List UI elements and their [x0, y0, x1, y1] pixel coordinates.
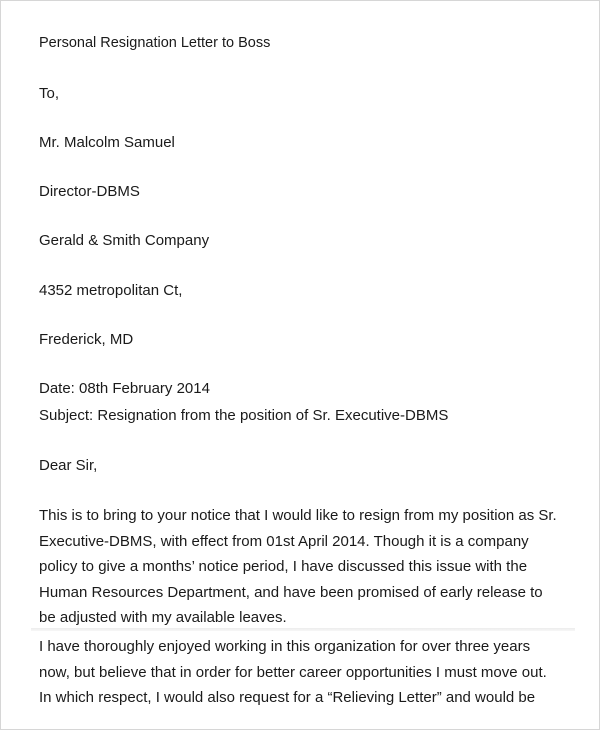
paragraph-1-line: This is to bring to your notice that I would like to resign from my position as Sr.: [39, 507, 557, 524]
recipient-designation: Director-DBMS: [39, 183, 140, 200]
paragraph-1-line: policy to give a months’ notice period, I have discussed this issue with the: [39, 558, 528, 575]
letter-date: Date: 08th February 2014: [39, 380, 210, 397]
salutation-to: To,: [39, 85, 60, 102]
paragraph-2-line: now, but believe that in order for better career opportunities I must move out.: [39, 663, 547, 681]
paragraph-1: [39, 503, 579, 631]
paragraph-2-line: In which respect, I would also request for a “Relieving Letter” and would be: [39, 689, 536, 706]
page-break-divider: [31, 628, 575, 631]
paragraph-1-line: be adjusted with my available leaves.: [39, 609, 287, 626]
recipient-name: Mr. Malcolm Samuel: [39, 134, 175, 151]
paragraph-1-line: Executive-DBMS, with effect from 01st April 2014. Though it is a company: [39, 532, 529, 550]
paragraph-2: [39, 634, 579, 711]
letter-title: Personal Resignation Letter to Boss: [39, 35, 271, 51]
letter-subject: Subject: Resignation from the position of Sr. Executive-DBMS: [39, 407, 449, 424]
recipient-company: Gerald & Smith Company: [39, 232, 210, 249]
letter-greeting: Dear Sir,: [39, 457, 98, 474]
recipient-city: Frederick, MD: [39, 331, 134, 348]
paragraph-1-line: Human Resources Department, and have been promised of early release to: [39, 583, 543, 601]
paragraph-2-line: I have thoroughly enjoyed working in this organization for over three years: [39, 638, 531, 655]
recipient-street: 4352 metropolitan Ct,: [39, 282, 183, 299]
